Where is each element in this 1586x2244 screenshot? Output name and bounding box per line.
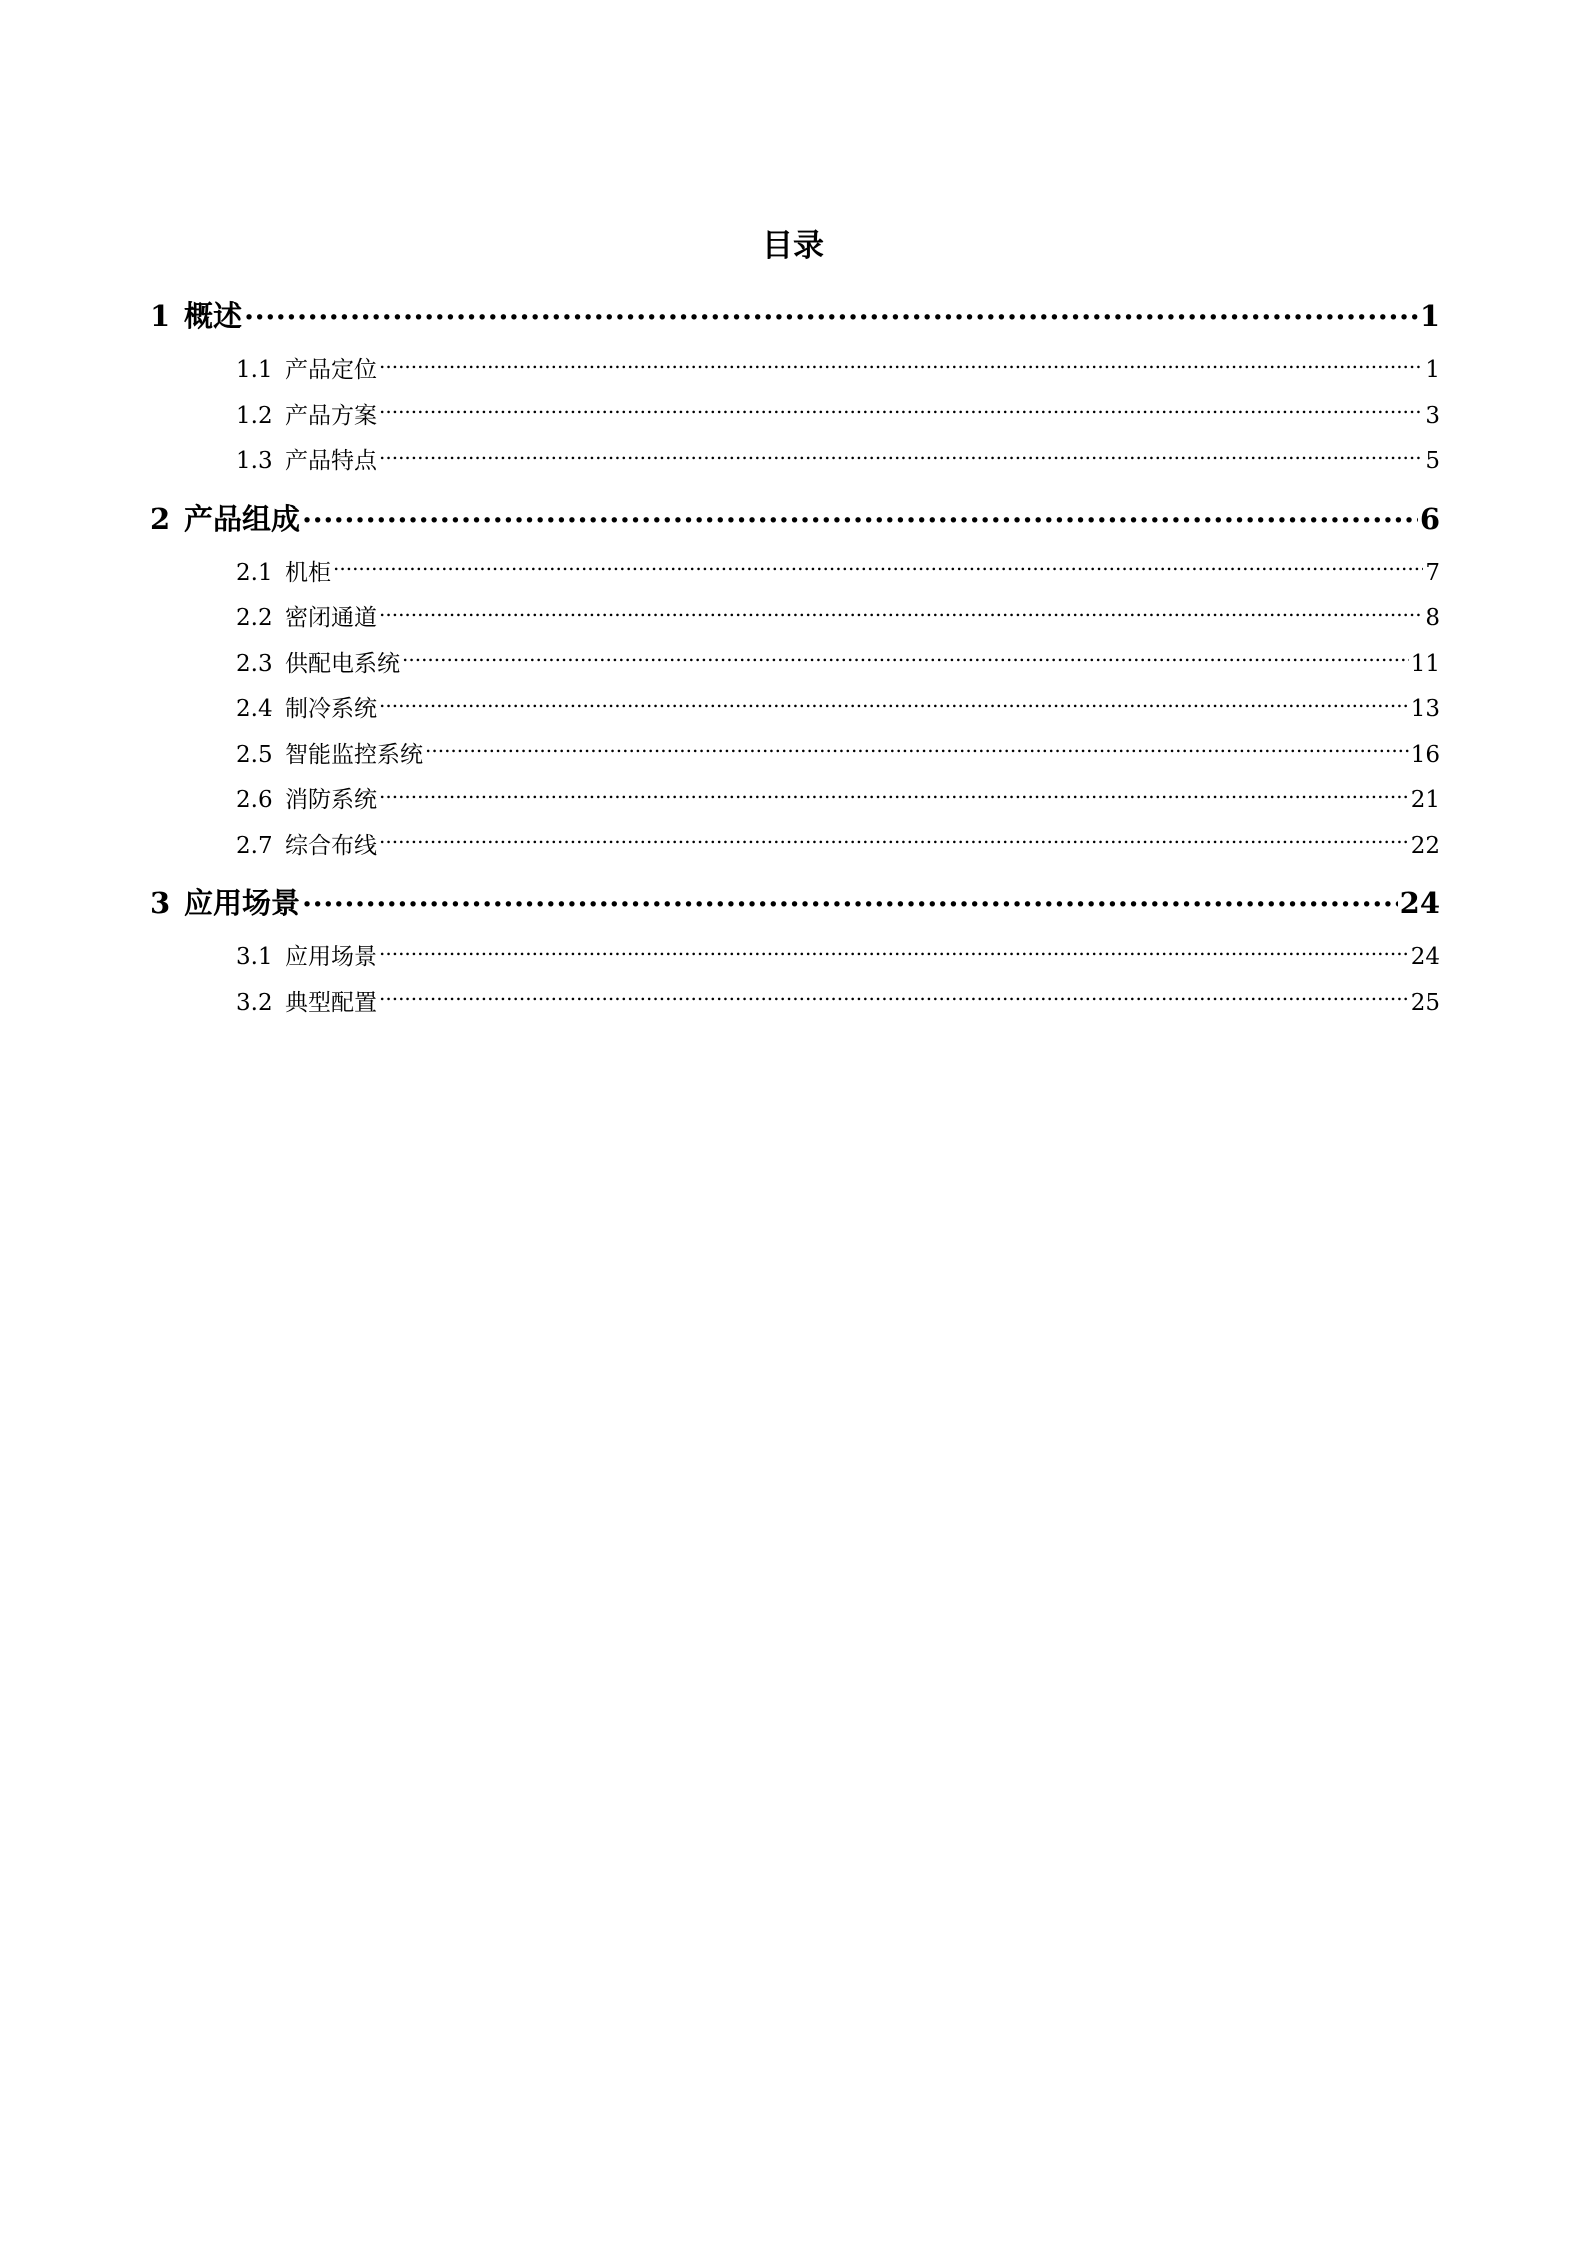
toc-item-number: 2.5: [236, 741, 273, 768]
toc-page-number: 1: [1419, 299, 1440, 333]
toc-item-2-5[interactable]: [150, 735, 1440, 781]
toc-page-number: 21: [1410, 787, 1440, 813]
dot-leader: [379, 693, 1409, 716]
toc-item-number: 2.7: [236, 832, 273, 859]
dot-leader: [379, 354, 1423, 377]
toc-page-number: 1: [1425, 357, 1440, 383]
table-of-contents: [150, 290, 1440, 1028]
toc-item-3-1[interactable]: [150, 937, 1440, 983]
toc-item-label: 智能监控系统: [285, 741, 423, 768]
dot-leader: [302, 884, 1398, 913]
toc-page-number: 3: [1425, 402, 1440, 429]
toc-page-number: 7: [1425, 559, 1440, 586]
dot-leader: [379, 602, 1423, 625]
toc-item-number: 2.1: [236, 559, 273, 586]
toc-item-number: 2.6: [236, 787, 273, 813]
toc-item-label: 综合布线: [285, 832, 377, 859]
toc-item-label: 产品方案: [285, 402, 377, 429]
toc-page-number: 11: [1410, 650, 1440, 677]
toc-item-label: 供配电系统: [285, 650, 400, 677]
toc-section-label: 概述: [184, 299, 243, 333]
dot-leader: [333, 557, 1423, 580]
toc-item-label: 制冷系统: [285, 696, 377, 722]
toc-item-label: 产品定位: [285, 357, 377, 383]
toc-item-label: 机柜: [285, 559, 331, 586]
toc-section-1[interactable]: [150, 290, 1440, 350]
toc-section-label: 产品组成: [184, 501, 301, 536]
toc-section-number: 2: [150, 501, 171, 536]
toc-page-number: 24: [1410, 944, 1440, 970]
toc-section-2[interactable]: [150, 493, 1440, 553]
toc-item-label: 产品特点: [285, 448, 377, 474]
toc-section-label: 应用场景: [184, 886, 301, 920]
toc-section-3[interactable]: [150, 877, 1440, 937]
toc-item-2-1[interactable]: [150, 553, 1440, 599]
toc-section-number: 3: [150, 886, 171, 920]
dot-leader: [244, 297, 1418, 326]
toc-item-label: 消防系统: [285, 787, 377, 813]
toc-section-number: 1: [150, 299, 171, 333]
toc-page-number: 8: [1425, 605, 1440, 631]
toc-page-number: 16: [1410, 741, 1440, 768]
toc-page-number: 24: [1399, 886, 1440, 920]
toc-item-number: 1.2: [236, 402, 273, 429]
toc-page-number: 5: [1425, 448, 1440, 474]
toc-item-1-3[interactable]: [150, 441, 1440, 487]
dot-leader: [379, 941, 1409, 964]
toc-item-number: 1.1: [236, 357, 273, 383]
toc-item-3-2[interactable]: [150, 983, 1440, 1029]
dot-leader: [379, 784, 1409, 807]
dot-leader: [379, 987, 1409, 1010]
toc-item-number: 2.3: [236, 650, 273, 677]
dot-leader: [402, 648, 1409, 671]
dot-leader: [379, 445, 1423, 468]
dot-leader: [425, 739, 1409, 762]
dot-leader: [379, 830, 1409, 853]
toc-page-number: 22: [1410, 832, 1440, 859]
toc-item-number: 2.2: [236, 605, 273, 631]
toc-item-1-2[interactable]: [150, 396, 1440, 442]
toc-item-2-3[interactable]: [150, 644, 1440, 690]
toc-item-number: 2.4: [236, 696, 273, 722]
toc-item-1-1[interactable]: [150, 350, 1440, 396]
toc-page-number: 13: [1410, 696, 1440, 722]
toc-title: 目录: [762, 228, 824, 264]
toc-item-number: 3.2: [236, 989, 273, 1016]
dot-leader: [302, 500, 1418, 529]
toc-item-label: 典型配置: [285, 989, 377, 1016]
toc-item-2-6[interactable]: [150, 780, 1440, 826]
dot-leader: [379, 400, 1423, 423]
toc-item-number: 3.1: [236, 944, 273, 970]
toc-item-2-4[interactable]: [150, 689, 1440, 735]
toc-item-number: 1.3: [236, 448, 273, 474]
toc-item-2-7[interactable]: [150, 826, 1440, 872]
toc-item-label: 应用场景: [285, 944, 377, 970]
toc-item-2-2[interactable]: [150, 598, 1440, 644]
toc-item-label: 密闭通道: [285, 605, 377, 631]
toc-page-number: 25: [1410, 989, 1440, 1016]
toc-page-number: 6: [1419, 501, 1440, 536]
